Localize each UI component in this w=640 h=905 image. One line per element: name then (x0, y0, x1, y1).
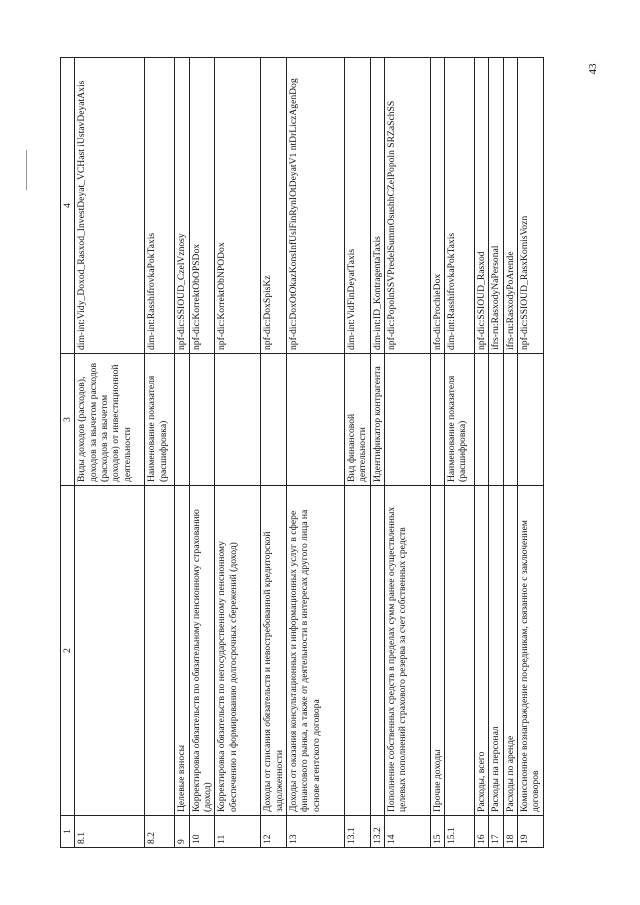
row-dimension-label (475, 354, 489, 486)
row-dimension-label: Наименование показателя (расшифровка) (145, 354, 175, 486)
row-description: Расходы, всего (475, 486, 489, 816)
row-description (145, 486, 175, 816)
header-col-2: 2 (61, 486, 75, 816)
row-description: Расходы по аренде (503, 486, 517, 816)
row-description (344, 486, 370, 816)
row-number: 18 (503, 816, 517, 848)
row-number: 13 (286, 816, 344, 848)
header-col-4: 4 (61, 58, 75, 354)
row-dimension-label: Наименование показателя (расшифровка) (445, 354, 475, 486)
row-number: 8.2 (145, 816, 175, 848)
row-dimension-label (518, 354, 544, 486)
row-number: 9 (175, 816, 189, 848)
row-code: npf-dic:DoxSpisKz (261, 58, 287, 354)
row-number: 13.1 (344, 816, 370, 848)
row-number: 15.1 (445, 816, 475, 848)
row-code: npf-dic:SSIOUD_RasxKomisVozn (518, 58, 544, 354)
row-dimension-label (189, 354, 215, 486)
row-code: ifrs-ru:RasxodyNaPersonal (489, 58, 503, 354)
header-col-1: 1 (61, 816, 75, 848)
header-row (61, 58, 75, 848)
table-row (286, 58, 344, 848)
table-row (489, 58, 503, 848)
row-dimension-label (384, 354, 430, 486)
row-dimension-label (503, 354, 517, 486)
row-code: npf-dic:KorrektObOPSDox (189, 58, 215, 354)
header-col-3: 3 (61, 354, 75, 486)
page-number: 43 (587, 63, 599, 75)
row-code: dim-int:Vidy_Doxod_Rasxod_InvestDeyat_VCHast iUstavDeyatAxis (75, 58, 145, 354)
table-row (475, 58, 489, 848)
table-row (384, 58, 430, 848)
row-description: Комиссионное вознаграждение посредникам, связанное с заключением договоров (518, 486, 544, 816)
row-code: npf-dic:SSIOUD_Rasxod (475, 58, 489, 354)
table-row (518, 58, 544, 848)
row-code: npf-dic:SSIOUD_CzelVznosy (175, 58, 189, 354)
row-description: Целевые взносы (175, 486, 189, 816)
row-dimension-label: Идентификатор контрагента (370, 354, 384, 486)
row-number: 8.1 (75, 816, 145, 848)
row-description (445, 486, 475, 816)
row-description: Пополнение собственных средств в пределах сумм ранее осуществленных целевых пополнений страхового резерва за счет собственных средств (384, 486, 430, 816)
table-row (344, 58, 370, 848)
row-code: npf-dic:KorrektObNPODox (215, 58, 261, 354)
row-code: dim-int:ID_KontragentaTaxis (370, 58, 384, 354)
xbrl-mapping-table (60, 57, 544, 848)
row-description: Корректировка обязательств по негосударственному пенсионному обеспечению и формированию долгосрочных сбережений (доход) (215, 486, 261, 816)
row-code: nfo-dic:ProchieDox (430, 58, 444, 354)
row-dimension-label (175, 354, 189, 486)
row-description: Прочие доходы (430, 486, 444, 816)
row-number: 19 (518, 816, 544, 848)
row-dimension-label (430, 354, 444, 486)
row-number: 14 (384, 816, 430, 848)
row-dimension-label (286, 354, 344, 486)
table-row (175, 58, 189, 848)
row-number: 11 (215, 816, 261, 848)
margin-line (26, 150, 27, 190)
row-dimension-label (261, 354, 287, 486)
row-code: dim-int:RasshifrovkaPokTaxis (145, 58, 175, 354)
table-row (189, 58, 215, 848)
row-dimension-label: Виды доходов (расходов), доходов за вычетом расходов (расходов за вычетом доходов) от инвестиционной деятельности (75, 354, 145, 486)
row-description: Корректировка обязательств по обязательному пенсионному страхованию (доход) (189, 486, 215, 816)
table-row (215, 58, 261, 848)
row-number: 10 (189, 816, 215, 848)
row-number: 12 (261, 816, 287, 848)
row-dimension-label: Вид финансовой деятельности (344, 354, 370, 486)
row-number: 17 (489, 816, 503, 848)
row-description (370, 486, 384, 816)
row-description (75, 486, 145, 816)
row-code: dim-int:RasshifrovkaPokTaxis (445, 58, 475, 354)
row-number: 13.2 (370, 816, 384, 848)
row-dimension-label (215, 354, 261, 486)
table-row (261, 58, 287, 848)
table-row (503, 58, 517, 848)
row-code: dim-int:VidFinDeyatTaxis (344, 58, 370, 354)
table-row (75, 58, 145, 848)
row-description: Расходы на персонал (489, 486, 503, 816)
row-dimension-label (489, 354, 503, 486)
rotated-table-container (60, 58, 592, 848)
row-description: Доходы от оказания консультационных и информационных услуг в сфере финансового рынка, а также от деятельности в интересах другого лица на основе агентского договора (286, 486, 344, 816)
table-row (430, 58, 444, 848)
row-number: 15 (430, 816, 444, 848)
table-row (445, 58, 475, 848)
row-code: npf-dic:DoxOtOkazKonsInfUslFinRynIOtDeyatV1 ntDrLiczAgenDog (286, 58, 344, 354)
row-description: Доходы от списания обязательств и невостребованной кредиторской задолженности (261, 486, 287, 816)
table-row (370, 58, 384, 848)
row-code: npf-dic:PopolnSSVPredelSummOsushhCZelPopoln SRZaSchSS (384, 58, 430, 354)
table-row (145, 58, 175, 848)
row-number: 16 (475, 816, 489, 848)
row-code: ifrs-ru:RasxodyPoArende (503, 58, 517, 354)
